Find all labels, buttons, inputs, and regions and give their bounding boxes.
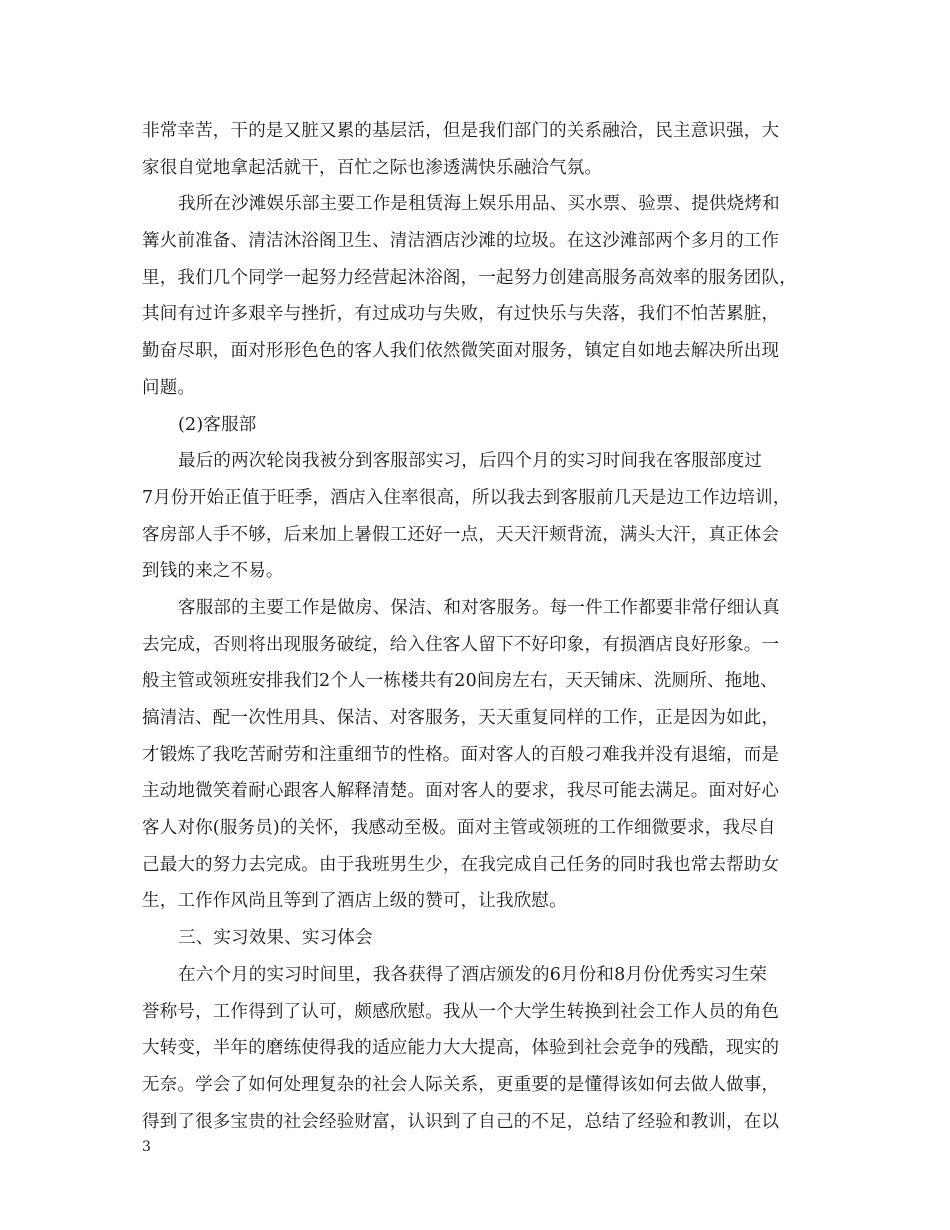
text-line: 到钱的来之不易。	[142, 561, 284, 582]
text-line: 勤奋尽职，面对形形色色的客人我们依然微笑面对服务，镇定自如地去解决所出现	[142, 341, 780, 362]
text-line: 才锻炼了我吃苦耐劳和注重细节的性格。面对客人的百般刁难我并没有退缩，而是	[142, 744, 780, 765]
text-line: 最后的两次轮岗我被分到客服部实习，后四个月的实习时间我在客服部度过	[178, 451, 763, 472]
text-line: 无奈。学会了如何处理复杂的社会人际关系，更重要的是懂得该如何去做人做事，	[142, 1074, 780, 1095]
text-line: 7月份开始正值于旺季，酒店入住率很高，所以我去到客服前几天是边工作边培训，	[142, 487, 791, 508]
text-line: 我所在沙滩娱乐部主要工作是租赁海上娱乐用品、买水票、验票、提供烧烤和	[178, 194, 780, 215]
text-line: 去完成，否则将出现服务破绽，给入住客人留下不好印象，有损酒店良好形象。一	[142, 634, 780, 655]
text-line: 得到了很多宝贵的社会经验财富，认识到了自己的不足，总结了经验和教训，在以	[142, 1111, 780, 1132]
text-line: 大转变，半年的磨练使得我的适应能力大大提高，体验到社会竞争的残酷，现实的	[142, 1038, 780, 1059]
text-line: 其间有过许多艰辛与挫折，有过成功与失败，有过快乐与失落，我们不怕苦累脏，	[142, 304, 780, 325]
text-line: 誉称号，工作得到了认可，颇感欣慰。我从一个大学生转换到社会工作人员的角色	[142, 1001, 780, 1022]
text-line: 问题。	[142, 377, 196, 398]
document-body	[142, 113, 822, 1140]
text-line: 客服部的主要工作是做房、保洁、和对客服务。每一件工作都要非常仔细认真	[178, 597, 780, 618]
text-line: 非常幸苦，干的是又脏又累的基层活，但是我们部门的关系融洽，民主意识强，大	[142, 121, 780, 141]
text-line: 生，工作作风尚且等到了酒店上级的赞可，让我欣慰。	[142, 891, 567, 912]
text-line: 主动地微笑着耐心跟客人解释清楚。面对客人的要求，我尽可能去满足。面对好心	[142, 781, 780, 802]
text-line: 己最大的努力去完成。由于我班男生少，在我完成自己任务的同时我也常去帮助女	[142, 854, 780, 875]
text-line: 搞清洁、配一次性用具、保洁、对客服务，天天重复同样的工作，正是因为如此，	[142, 708, 780, 728]
text-line: 般主管或领班安排我们2个人一栋楼共有20间房左右，天天铺床、洗厕所、拖地、	[142, 671, 778, 692]
text-line: (2)客服部	[178, 414, 257, 435]
text-line: 三、实习效果、实习体会	[178, 928, 373, 949]
text-line: 家很自觉地拿起活就干，百忙之际也渗透满快乐融洽气氛。	[142, 157, 603, 178]
text-line: 客人对你(服务员)的关怀，我感动至极。面对主管或领班的工作细微要求，我尽自	[142, 818, 776, 839]
text-line: 里，我们几个同学一起努力经营起沐浴阁，一起努力创建高服务高效率的服务团队，	[142, 267, 797, 288]
page-number: 3	[142, 1139, 151, 1155]
text-line: 篝火前准备、清洁沐浴阁卫生、清洁酒店沙滩的垃圾。在这沙滩部两个多月的工作	[142, 231, 780, 252]
text-line: 在六个月的实习时间里，我各获得了酒店颁发的6月份和8月份优秀实习生荣	[178, 964, 768, 985]
text-line: 客房部人手不够，后来加上暑假工还好一点，天天汗颊背流，满头大汗，真正体会	[142, 524, 780, 545]
